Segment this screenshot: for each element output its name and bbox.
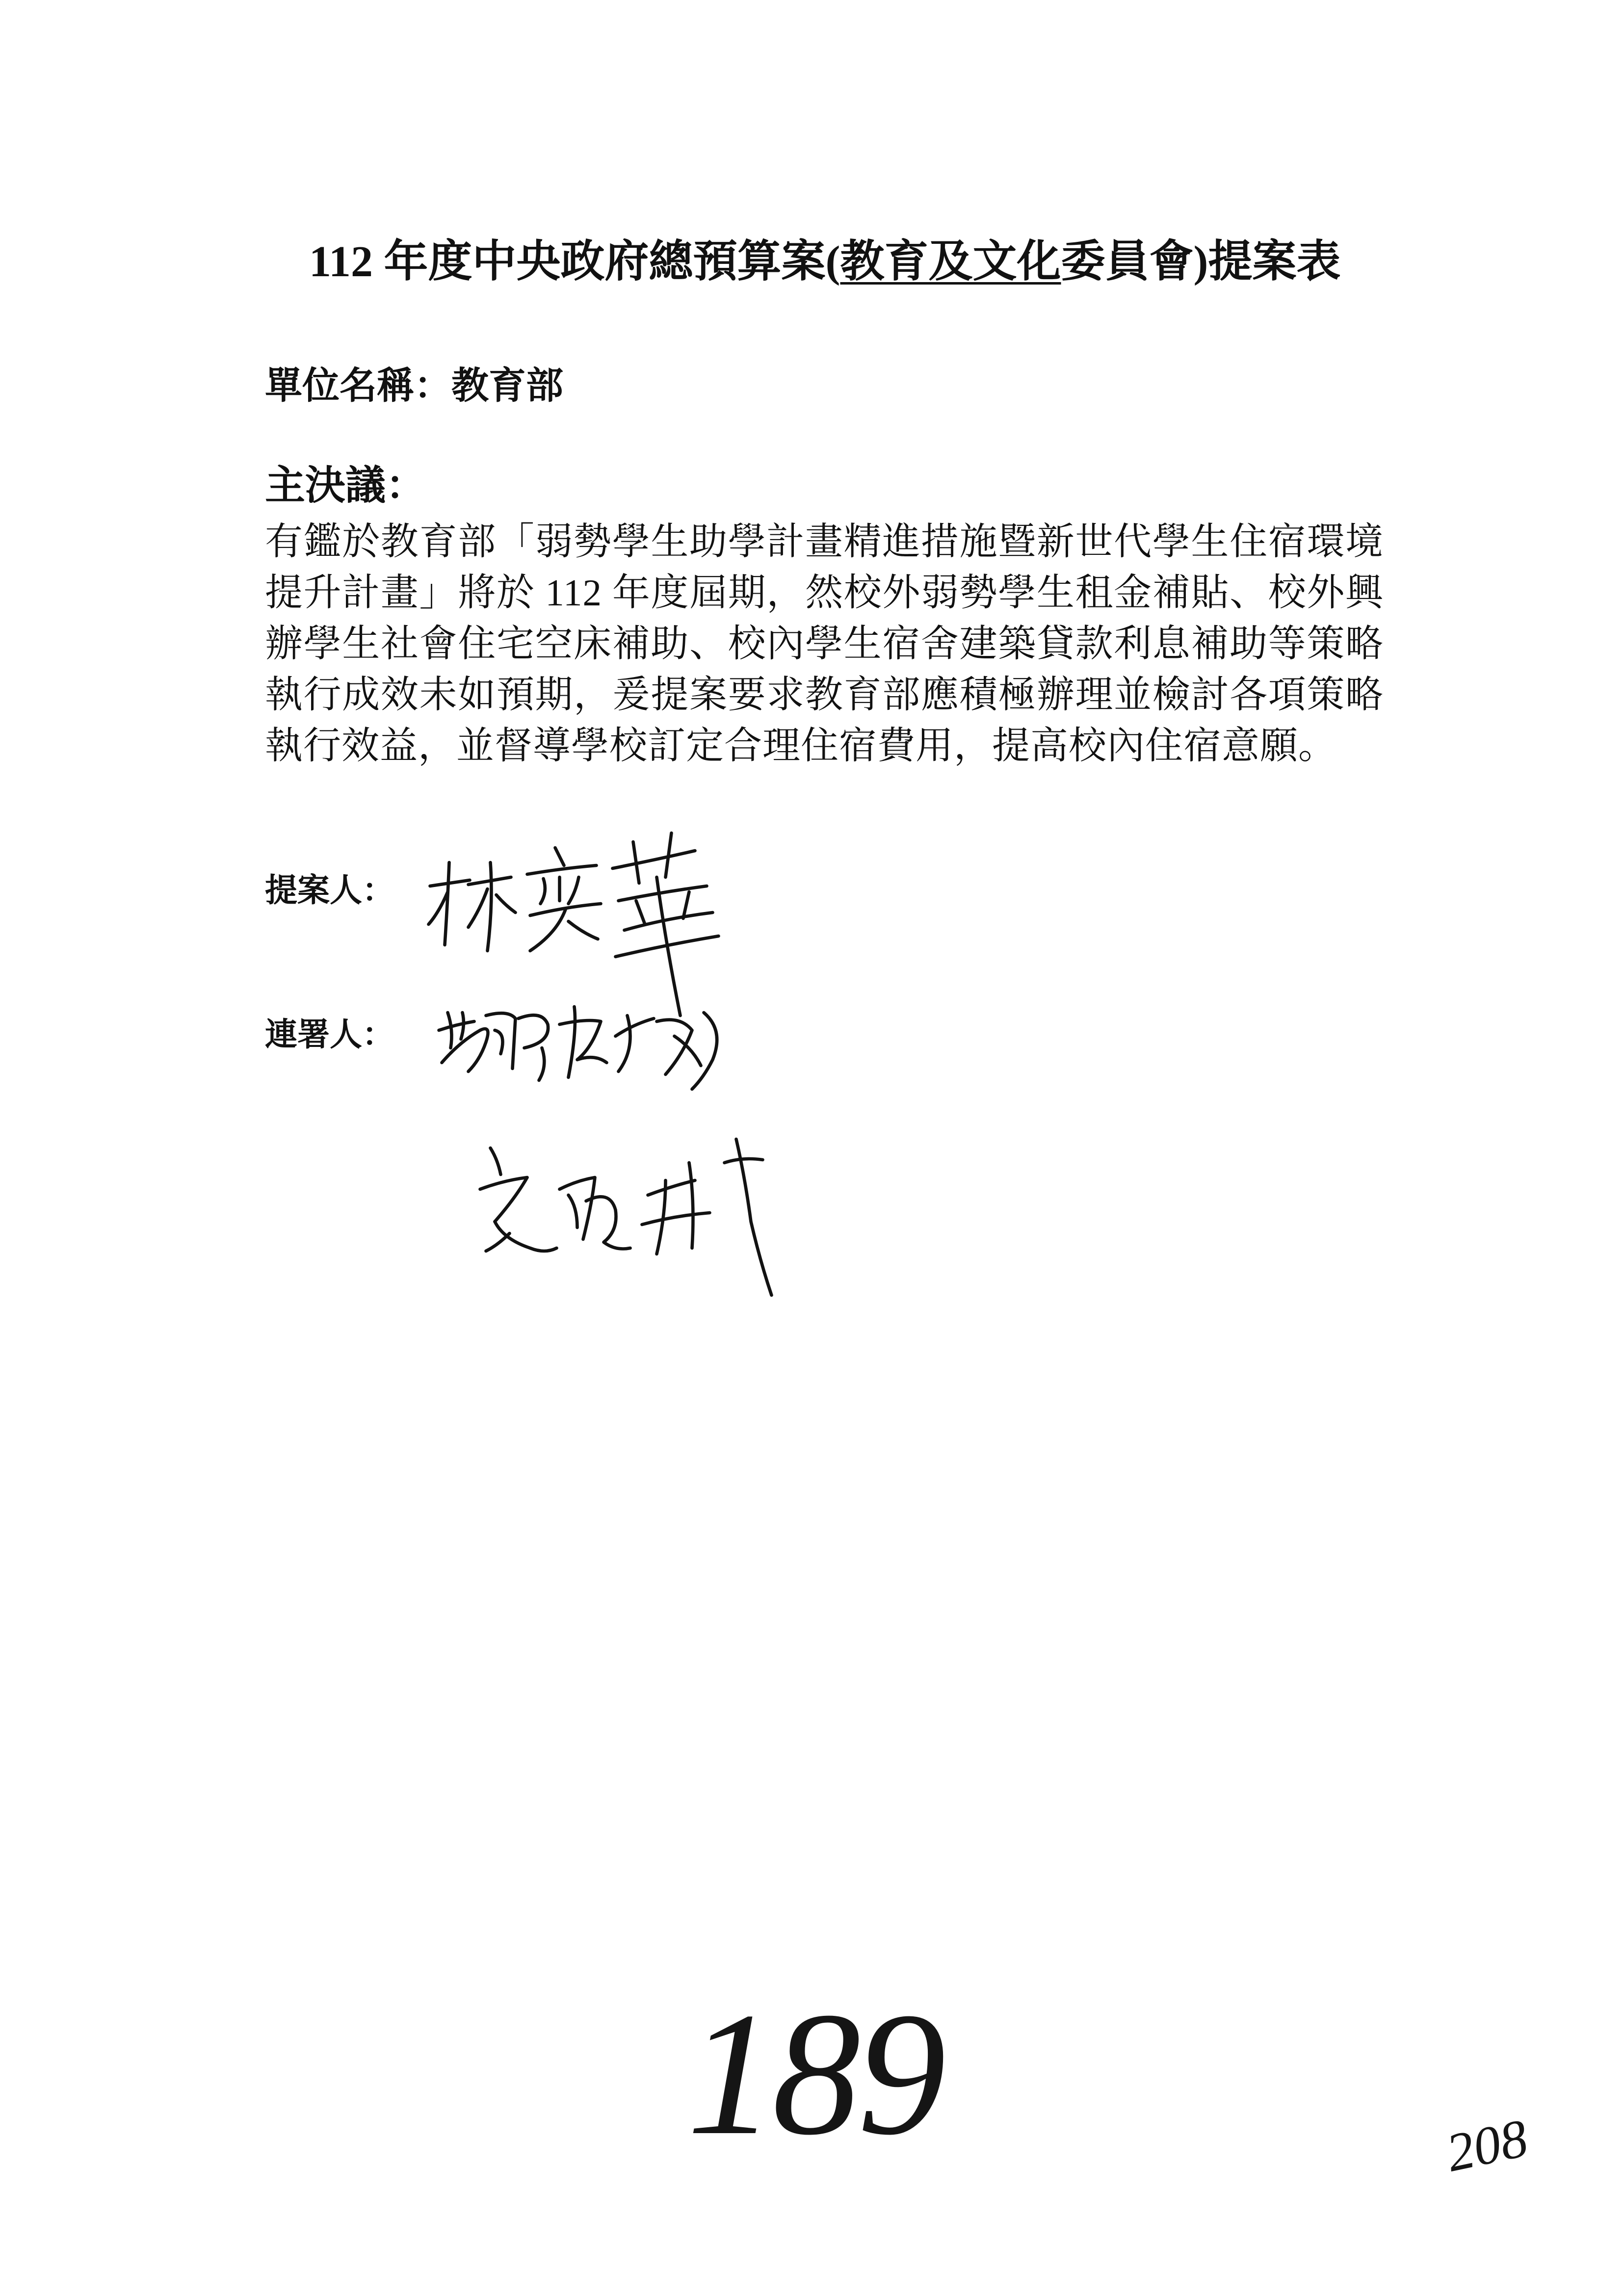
pen-stroke [439,1021,474,1030]
proposer-signature [429,833,719,1016]
pen-stroke [486,1233,510,1251]
resolution-line: 執行成效未如預期，爰提案要求教育部應積極辦理並檢討各項策略 [265,674,1384,716]
pen-stroke [642,1213,710,1225]
pen-stroke [469,877,511,885]
pen-stroke [555,848,564,865]
proposer-label: 提案人： [265,871,394,909]
pen-stroke [725,1159,763,1163]
pen-stroke [692,1013,717,1089]
pen-stroke [491,1148,501,1174]
pen-stroke [530,904,601,915]
cosigner-label: 連署人： [265,1016,394,1053]
pen-stroke [613,851,695,868]
pen-stroke [636,892,689,924]
pen-stroke [619,886,707,901]
pen-stroke [480,1177,527,1222]
pen-stroke [527,865,597,874]
pen-stroke [530,910,566,951]
pen-stroke [633,842,639,883]
pen-stroke [569,877,579,904]
pen-stroke [442,1029,488,1071]
handwritten-corner-number: 208 [1441,2108,1533,2183]
pen-stroke [430,880,470,886]
pen-stroke [666,833,672,877]
pen-stroke [461,1013,464,1039]
title-prefix: 112 年度中央政府總預算案( [309,237,840,286]
pen-stroke [675,1036,701,1066]
pen-stroke [429,892,448,924]
handwritten-page-number: 189 [687,1976,943,2171]
unit-name-label: 單位名稱： [265,364,451,407]
pen-stroke [486,1013,516,1069]
pen-stroke [497,895,516,913]
pen-stroke [469,889,488,927]
pen-stroke [569,1007,576,1077]
pen-stroke [541,879,545,904]
pen-stroke [569,921,598,939]
pen-stroke [560,1020,607,1063]
pen-stroke [657,877,681,1016]
document-title [309,237,1341,287]
unit-name-value: 教育部 [451,364,563,407]
resolution-line: 提升計畫」將於 112 年度屆期，然校外弱勢學生租金補貼、校外興 [265,572,1384,614]
pen-stroke [519,1015,549,1048]
pen-stroke [657,1020,692,1074]
pen-stroke [448,1013,452,1048]
pen-stroke [569,1195,577,1227]
pen-stroke [625,913,713,930]
pen-stroke [445,862,449,945]
pen-stroke [689,1163,693,1248]
title-committee-underlined: 教育及文化 [840,237,1061,286]
resolution-heading: 主決議： [265,462,426,509]
pen-stroke [648,1180,695,1195]
unit-name-row [265,364,563,408]
pen-stroke [619,1016,630,1071]
pen-stroke [488,862,492,951]
cosigner-signature-2 [480,1139,772,1295]
pen-stroke [616,936,719,957]
pen-stroke [586,1197,630,1249]
title-suffix: 委員會)提案表 [1061,237,1341,286]
pen-stroke [495,1030,503,1054]
resolution-line: 執行效益，並督導學校訂定合理住宿費用，提高校內住宿意願。 [265,725,1336,767]
cosigner-signature-1 [439,1007,717,1089]
resolution-line: 有鑑於教育部「弱勢學生助學計畫精進措施暨新世代學生住宿環境 [265,521,1384,563]
resolution-body [265,516,1384,771]
pen-stroke [539,1048,545,1080]
pen-stroke [616,1018,654,1036]
pen-stroke [560,1177,595,1239]
pen-stroke [736,1139,772,1295]
pen-stroke [495,1222,557,1251]
resolution-line: 辦學生社會住宅空床補助、校內學生宿舍建築貸款利息補助等策略 [265,623,1384,665]
pen-stroke [657,1180,666,1254]
